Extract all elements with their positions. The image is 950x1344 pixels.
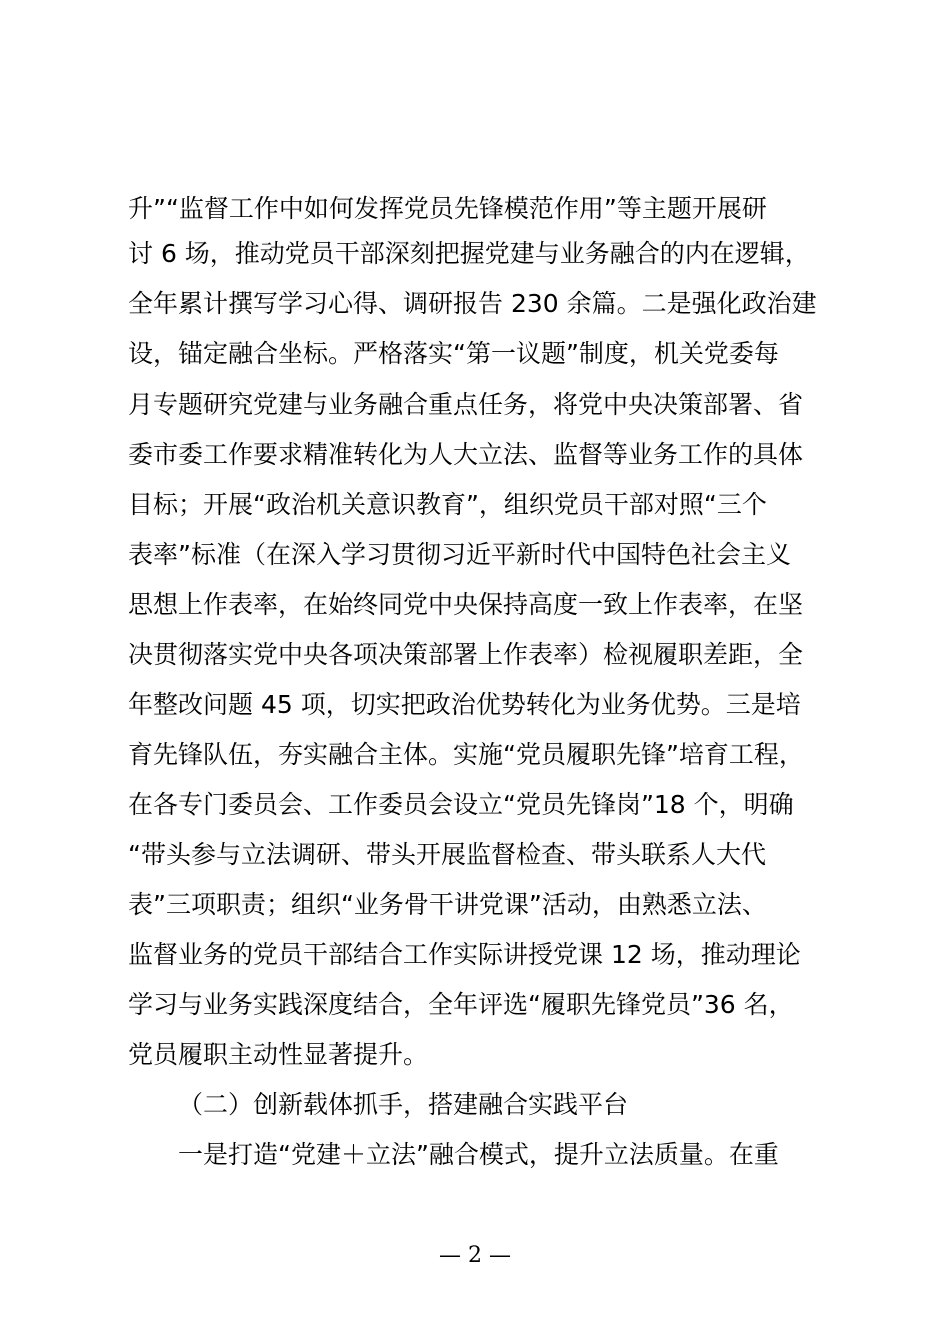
body-text-line: 年整改问题 45 项，切实把政治优势转化为业务优势。三是培 xyxy=(128,690,801,719)
body-text-line: 表”三项职责；组织“业务骨干讲党课”活动，由熟悉立法、 xyxy=(128,890,767,919)
body-text-line: “带头参与立法调研、带头开展监督检查、带头联系人大代 xyxy=(128,840,766,869)
body-text-line: 监督业务的党员干部结合工作实际讲授党课 12 场，推动理论 xyxy=(128,940,801,969)
body-text-line: 学习与业务实践深度结合，全年评选“履职先锋党员”36 名， xyxy=(128,990,794,1019)
body-text-line: 委市委工作要求精准转化为人大立法、监督等业务工作的具体 xyxy=(128,440,804,469)
page-number: — 2 — xyxy=(439,1243,511,1268)
section-heading: （二）创新载体抓手，搭建融合实践平台 xyxy=(178,1090,629,1119)
body-text-line: 党员履职主动性显著提升。 xyxy=(128,1040,429,1069)
body-text-line: 在各专门委员会、工作委员会设立“党员先锋岗”18 个，明确 xyxy=(128,790,794,819)
body-text-line: 育先锋队伍，夯实融合主体。实施“党员履职先锋”培育工程， xyxy=(128,740,804,769)
body-text-line: 决贯彻落实党中央各项决策部署上作表率）检视履职差距，全 xyxy=(128,640,804,669)
body-text-line: 表率”标准（在深入学习贯彻习近平新时代中国特色社会主义 xyxy=(128,540,791,569)
body-text-line: 目标；开展“政治机关意识教育”，组织党员干部对照“三个 xyxy=(128,490,767,519)
body-text-line: 设，锚定融合坐标。严格落实“第一议题”制度，机关党委每 xyxy=(128,339,779,368)
body-text-line: 升”“监督工作中如何发挥党员先锋模范作用”等主题开展研 xyxy=(128,194,767,223)
body-text-line: 月专题研究党建与业务融合重点任务，将党中央决策部署、省 xyxy=(128,390,804,419)
body-text-line: 思想上作表率，在始终同党中央保持高度一致上作表率，在坚 xyxy=(128,590,804,619)
body-text-line: 一是打造“党建＋立法”融合模式，提升立法质量。在重 xyxy=(178,1140,779,1169)
body-text-line: 讨 6 场，推动党员干部深刻把握党建与业务融合的内在逻辑， xyxy=(128,239,810,268)
body-text-line: 全年累计撰写学习心得、调研报告 230 余篇。二是强化政治建 xyxy=(128,289,817,318)
